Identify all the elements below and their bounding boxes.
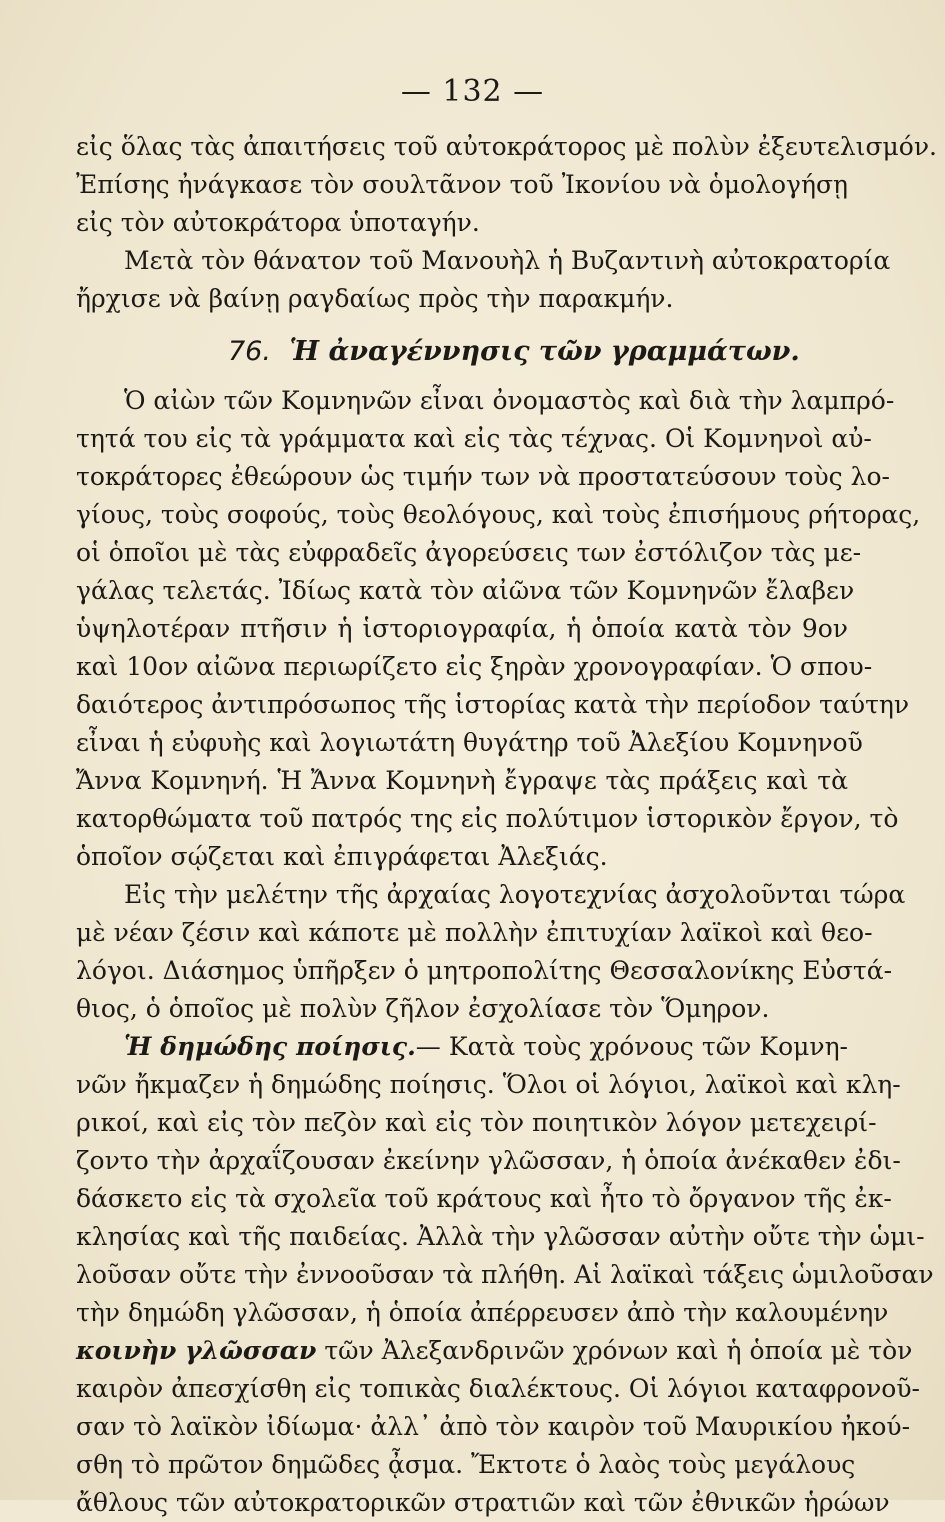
text-line: Ἐπίσης ἠνάγκασε τὸν σουλτᾶνον τοῦ Ἰκονίου νὰ ὁμολογήσῃ	[76, 170, 848, 199]
text-line: θιος, ὁ ὁποῖος μὲ πολὺν ζῆλον ἐσχολίασε τὸν Ὅμηρον.	[76, 994, 770, 1023]
text-line: εἰς ὅλας τὰς ἀπαιτήσεις τοῦ αὐτοκράτορος μὲ πολὺν ἐξευτελισμόν.	[76, 132, 937, 161]
text-line: τὴν δημώδη γλῶσσαν, ἡ ὁποία ἀπέρρευσεν ἀπὸ τὴν καλουμένην	[76, 1298, 889, 1327]
text-line: κλησίας καὶ τῆς παιδείας. Ἀλλὰ τὴν γλῶσσαν αὐτὴν οὔτε τὴν ὡμι-	[76, 1222, 925, 1251]
text-line: Ὁ αἰὼν τῶν Κομνηνῶν εἶναι ὀνομαστὸς καὶ διὰ τὴν λαμπρό-	[124, 386, 895, 415]
text-line: ἄθλους τῶν αὐτοκρατορικῶν στρατιῶν καὶ τῶν ἐθνικῶν ἡρώων	[76, 1488, 890, 1517]
text-line: καιρὸν ἀπεσχίσθη εἰς τοπικὰς διαλέκτους. Οἱ λόγιοι καταφρονοῦ-	[76, 1374, 920, 1403]
text-line: εἰς τὸν αὐτοκράτορα ὑποταγήν.	[76, 208, 480, 237]
text-line: ὁποῖον σῴζεται καὶ ἐπιγράφεται Ἀλεξιάς.	[76, 842, 608, 871]
text-line: δάσκετο εἰς τὰ σχολεῖα τοῦ κράτους καὶ ἦτο τὸ ὄργανον τῆς ἐκ-	[76, 1184, 892, 1213]
text-line-koine	[76, 1332, 913, 1370]
text-line: ἤρχισε νὰ βαίνῃ ραγδαίως πρὸς τὴν παρακμήν.	[76, 284, 674, 313]
text-line: μὲ νέαν ζέσιν καὶ κάποτε μὲ πολλὴν ἐπιτυχίαν λαϊκοὶ καὶ θεο-	[76, 918, 873, 947]
text-line: εἶναι ἡ εὐφυὴς καὶ λογιωτάτη θυγάτηρ τοῦ Ἀλεξίου Κομνηνοῦ	[76, 728, 863, 757]
section-title: Ἡ ἀναγέννησις τῶν γραμμάτων.	[289, 336, 800, 367]
emphasized-term: κοινὴν γλῶσσαν	[76, 1336, 317, 1365]
text-line: νῶν ἤκμαζεν ἡ δημώδης ποίησις. Ὅλοι οἱ λόγιοι, λαϊκοὶ καὶ κλη-	[76, 1070, 901, 1099]
text-line: σαν τὸ λαϊκὸν ἰδίωμα· ἀλλ᾽ ἀπὸ τὸν καιρὸν τοῦ Μαυρικίου ἠκού-	[76, 1412, 911, 1441]
text-line: ζοντο τὴν ἀρχαΐζουσαν ἐκείνην γλῶσσαν, ἡ ὁποία ἀνέκαθεν ἐδι-	[76, 1146, 901, 1175]
koine-rest: τῶν Ἀλεξανδρινῶν χρόνων καὶ ἡ ὁποία μὲ τὸν	[324, 1336, 913, 1365]
text-line: σθη τὸ πρῶτον δημῶδες ᾆσμα. Ἔκτοτε ὁ λαὸς τοὺς μεγάλους	[76, 1450, 856, 1479]
intro-paragraph	[76, 128, 937, 318]
text-line: γίους, τοὺς σοφούς, τοὺς θεολόγους, καὶ τοὺς ἐπισήμους ρήτορας,	[76, 500, 921, 529]
text-line: Μετὰ τὸν θάνατον τοῦ Μανουὴλ ἡ Βυζαντινὴ αὐτοκρατορία	[124, 246, 891, 275]
text-line: δαιότερος ἀντιπρόσωπος τῆς ἱστορίας κατὰ τὴν περίοδον ταύτην	[76, 690, 910, 719]
text-line: ὑψηλοτέραν πτῆσιν ἡ ἱστοριογραφία, ἡ ὁποία κατὰ τὸν 9ον	[76, 614, 848, 643]
text-line: γάλας τελετάς. Ἰδίως κατὰ τὸν αἰῶνα τῶν Κομνηνῶν ἔλαβεν	[76, 576, 855, 605]
text-line: Εἰς τὴν μελέτην τῆς ἀρχαίας λογοτεχνίας ἀσχολοῦνται τώρα	[124, 880, 906, 909]
body-text	[76, 382, 934, 1522]
text-line: κατορθώματα τοῦ πατρός της εἰς πολύτιμον ἱστορικὸν ἔργον, τὸ	[76, 804, 899, 833]
text-line: καὶ 10ον αἰῶνα περιωρίζετο εἰς ξηρὰν χρονογραφίαν. Ὁ σπου-	[76, 652, 873, 681]
runin-heading: Ἡ δημώδης ποίησις.	[124, 1032, 416, 1061]
page-number: — 132 —	[400, 74, 545, 109]
text-line: τητά του εἰς τὰ γράμματα καὶ εἰς τὰς τέχνας. Οἱ Κομνηνοὶ αὐ-	[76, 424, 872, 453]
text-line: τοκράτορες ἐθεώρουν ὡς τιμήν των νὰ προστατεύσουν τοὺς λο-	[76, 462, 890, 491]
section-heading	[228, 330, 800, 374]
text-line: ρικοί, καὶ εἰς τὸν πεζὸν καὶ εἰς τὸν ποιητικὸν λόγον μετεχειρί-	[76, 1108, 877, 1137]
section-number: 76.	[228, 336, 271, 367]
text-line: λόγοι. Διάσημος ὑπῆρξεν ὁ μητροπολίτης Θεσσαλονίκης Εὐστά-	[76, 956, 893, 985]
text-line-folk-heading	[76, 1028, 848, 1066]
text-line: οἱ ὁποῖοι μὲ τὰς εὐφραδεῖς ἀγορεύσεις των ἐστόλιζον τὰς με-	[76, 538, 862, 567]
runin-rest: — Κατὰ τοὺς χρόνους τῶν Κομνη-	[415, 1032, 848, 1061]
text-line: Ἄννα Κομνηνή. Ἡ Ἄννα Κομνηνὴ ἔγραψε τὰς πράξεις καὶ τὰ	[76, 766, 848, 795]
text-line: λοῦσαν οὔτε τὴν ἐννοοῦσαν τὰ πλήθη. Αἱ λαϊκαὶ τάξεις ὡμιλοῦσαν	[76, 1260, 934, 1289]
